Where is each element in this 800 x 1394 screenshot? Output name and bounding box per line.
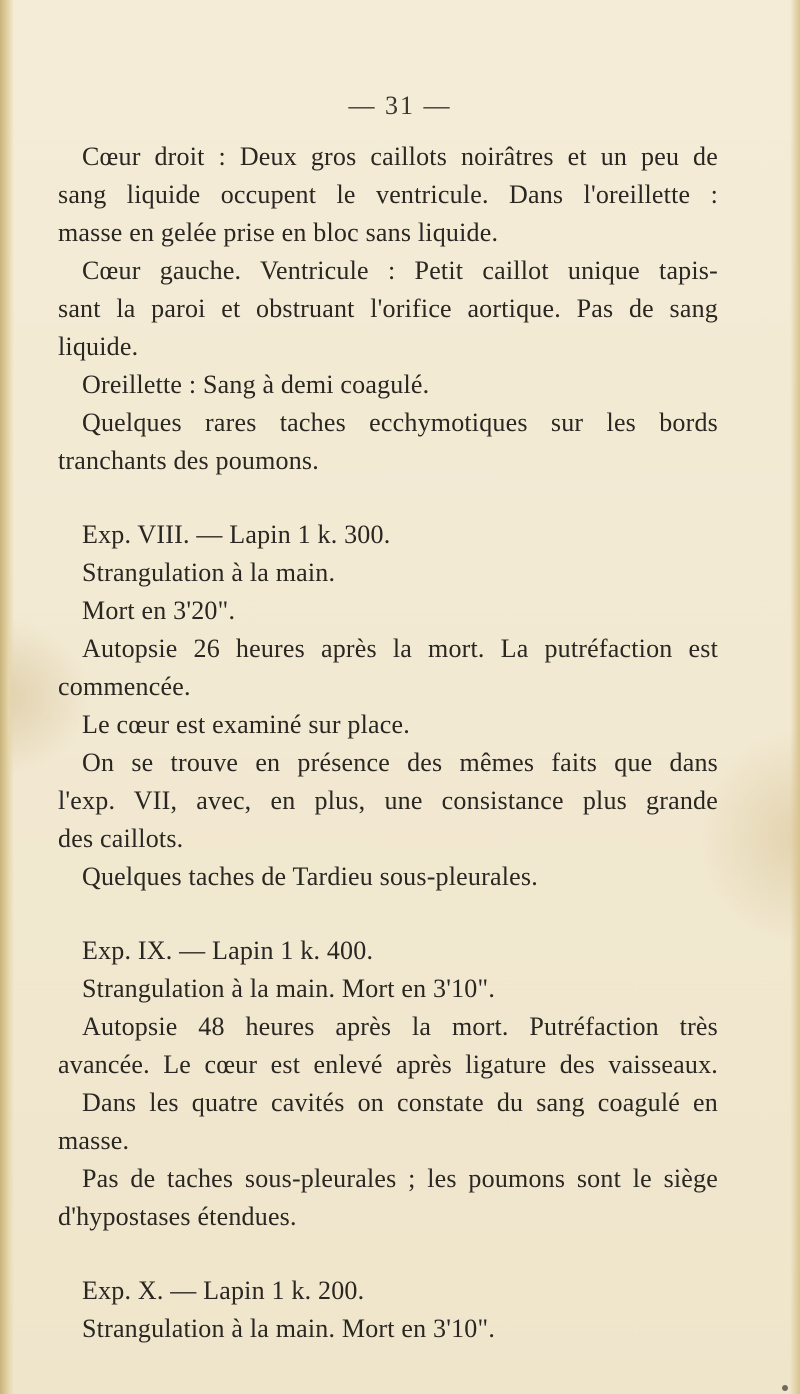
text-line: d'hypostases étendues. (58, 1202, 297, 1231)
body-text (58, 138, 718, 1348)
paragraph (58, 1008, 718, 1084)
text-line: Quelques taches de Tardieu sous-pleurales. (82, 862, 538, 891)
text-line: Quelques rares taches ecchymotiques sur les bords (82, 408, 718, 437)
text-line: sant la paroi et obstruant l'orifice aortique. Pas de sang (58, 294, 718, 323)
paragraph (58, 858, 718, 896)
paragraph (58, 516, 718, 554)
section-gap (58, 480, 718, 516)
text-line: Mort en 3'20". (82, 596, 236, 625)
paragraph (58, 744, 718, 858)
paragraph (58, 1310, 718, 1348)
text-line: l'exp. VII, avec, en plus, une consistance plus grande (58, 786, 718, 815)
text-line: Strangulation à la main. (82, 558, 336, 587)
text-line: On se trouve en présence des mêmes faits que dans (82, 748, 718, 777)
paragraph (58, 1272, 718, 1310)
text-line: commencée. (58, 672, 191, 701)
paragraph (58, 970, 718, 1008)
text-line: Dans les quatre cavités on constate du sang coagulé en (82, 1088, 718, 1117)
page-edge-shadow-right (790, 0, 800, 1394)
text-line: liquide. (58, 332, 139, 361)
paragraph (58, 932, 718, 970)
paragraph (58, 404, 718, 480)
text-line: des caillots. (58, 824, 184, 853)
text-line: masse. (58, 1126, 130, 1155)
text-line: avancée. Le cœur est enlevé après ligature des vaisseaux. (58, 1050, 718, 1079)
text-line: tranchants des poumons. (58, 446, 319, 475)
text-line: masse en gelée prise en bloc sans liquide. (58, 218, 499, 247)
ink-speck (782, 1385, 788, 1391)
paragraph (58, 1160, 718, 1236)
text-line: Cœur gauche. Ventricule : Petit caillot unique tapis- (82, 256, 718, 285)
text-line: Pas de taches sous-pleurales ; les poumons sont le siège (82, 1164, 718, 1193)
paragraph (58, 706, 718, 744)
text-line: Oreillette : Sang à demi coagulé. (82, 370, 430, 399)
paragraph (58, 366, 718, 404)
section-gap (58, 896, 718, 932)
text-line: Exp. IX. — Lapin 1 k. 400. (82, 936, 374, 965)
paragraph (58, 554, 718, 592)
text-line: Autopsie 26 heures après la mort. La putréfaction est (82, 634, 718, 663)
paragraph (58, 1084, 718, 1160)
text-line: sang liquide occupent le ventricule. Dans l'oreillette : (58, 180, 718, 209)
text-line: Strangulation à la main. Mort en 3'10". (82, 974, 496, 1003)
page-edge-shadow-left (0, 0, 14, 1394)
text-line: Exp. VIII. — Lapin 1 k. 300. (82, 520, 391, 549)
text-line: Exp. X. — Lapin 1 k. 200. (82, 1276, 365, 1305)
paragraph (58, 252, 718, 366)
text-line: Autopsie 48 heures après la mort. Putréfaction très (82, 1012, 718, 1041)
section-gap (58, 1236, 718, 1272)
page-number: — 31 — (348, 91, 452, 120)
text-line: Le cœur est examiné sur place. (82, 710, 410, 739)
paragraph (58, 592, 718, 630)
text-line: Strangulation à la main. Mort en 3'10". (82, 1314, 496, 1343)
paragraph (58, 138, 718, 252)
text-line: Cœur droit : Deux gros caillots noirâtres et un peu de (82, 142, 718, 171)
paragraph (58, 630, 718, 706)
